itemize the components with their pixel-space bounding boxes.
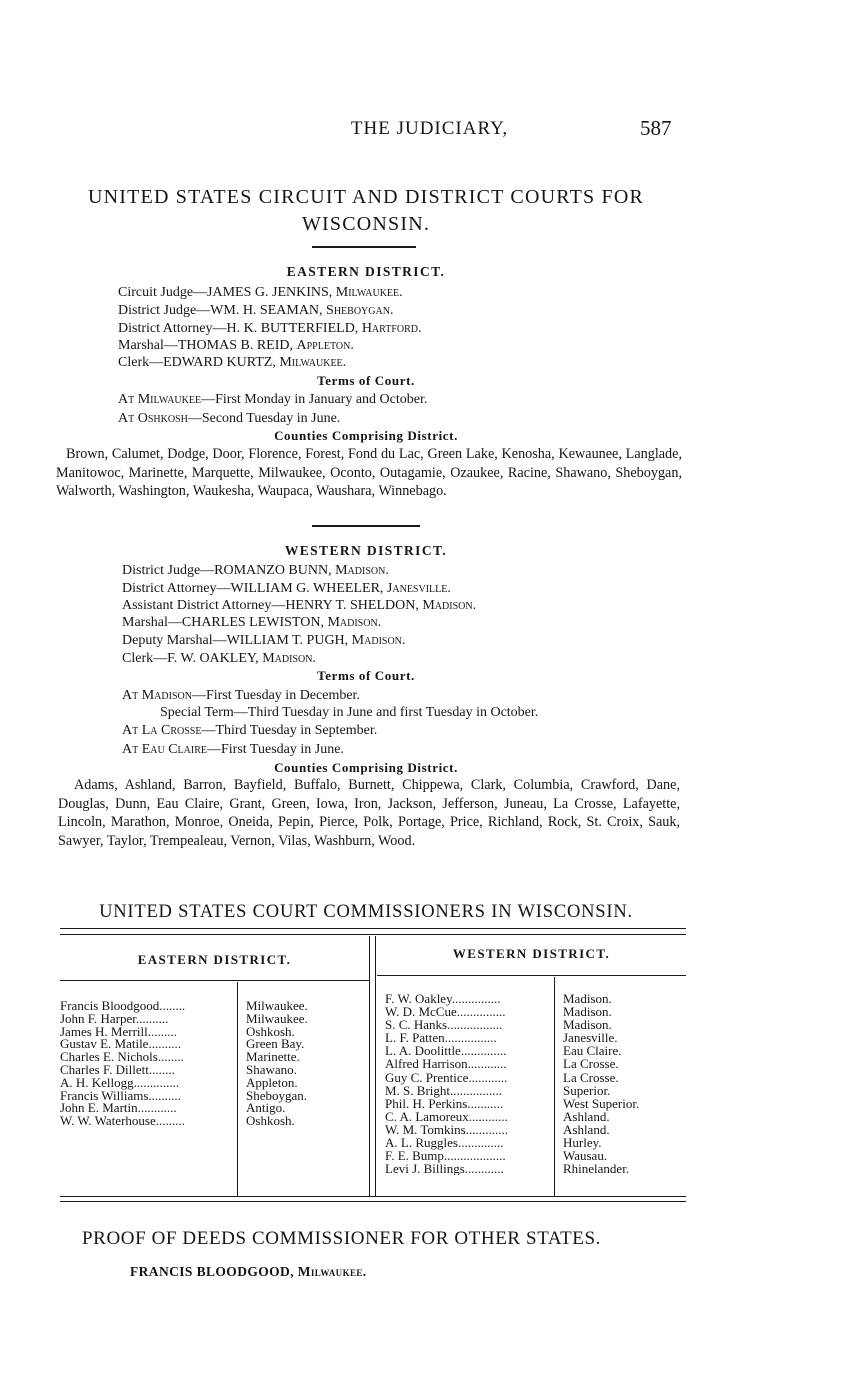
table-column-rule — [554, 977, 555, 1196]
eastern-officer: Marshal—THOMAS B. REID, Appleton. — [118, 338, 354, 353]
commissioner-place: Shawano. — [246, 1061, 297, 1077]
western-term: Special Term—Third Tuesday in June and first Tuesday in October. — [160, 705, 539, 720]
western-term: At La Crosse—Third Tuesday in September. — [122, 723, 378, 738]
commissioner-place: Superior. — [563, 1082, 611, 1098]
proof-title: PROOF OF DEEDS COMMISSIONER FOR OTHER STATES. — [82, 1228, 602, 1249]
section-title-line2: WISCONSIN. — [301, 213, 431, 235]
table-divider — [375, 936, 376, 1196]
section-title — [60, 184, 672, 238]
commissioner-name: W. W. Waterhouse......... — [60, 1113, 185, 1128]
western-heading-rule — [377, 975, 686, 976]
western-term: At Madison—First Tuesday in December. — [122, 688, 360, 703]
western-names-column — [385, 992, 551, 1175]
commissioner-place: West Superior. — [563, 1095, 640, 1111]
eastern-places-column — [246, 1000, 366, 1128]
eastern-heading: EASTERN DISTRICT. — [286, 264, 446, 279]
table-divider — [369, 936, 370, 1196]
commissioner-place: La Crosse. — [563, 1069, 619, 1085]
running-head: THE JUDICIARY, — [350, 118, 509, 139]
commissioner-name: Charles F. Dillett........ — [60, 1061, 175, 1077]
commissioner-name: Phil. H. Perkins........... — [385, 1095, 504, 1111]
commissioner-place: Ashland. — [563, 1108, 610, 1124]
eastern-heading-rule — [60, 980, 369, 981]
table-rule-bottom — [60, 1196, 686, 1197]
table-rule-top — [60, 934, 686, 935]
commissioner-name: M. S. Bright................ — [385, 1082, 503, 1098]
commissioner-name: James H. Merrill......... — [60, 1023, 177, 1039]
commissioner-place: Milwaukee. — [246, 1010, 308, 1026]
commissioner-place: Antigo. — [246, 1100, 286, 1116]
eastern-counties: Brown, Calumet, Dodge, Door, Florence, Forest, Fond du Lac, Green Lake, Kenosha, Kewaunee, Langlade, Manitowoc, Marinette, Marquette, Milwaukee, Oconto, Outagamie, Ozaukee, Racine, Shawano, Sheboygan, Walworth, Washington, Waukesha, Waupaca, Waushara, Winnebago. — [56, 446, 682, 499]
commissioner-name: W. M. Tomkins............. — [385, 1121, 508, 1137]
commissioner-name: Francis Williams.......... — [60, 1087, 181, 1103]
commissioner-name: Charles E. Nichols........ — [60, 1049, 184, 1065]
eastern-term: At Milwaukee—First Monday in January and October. — [118, 392, 428, 407]
commissioner-place: Madison. — [563, 1004, 612, 1020]
commissioner-place: Oshkosh. — [246, 1023, 295, 1039]
commissioner-name: Francis Bloodgood........ — [60, 1000, 186, 1013]
western-officer: District Judge—ROMANZO BUNN, Madison. — [122, 563, 389, 578]
commissioner-place: Green Bay. — [246, 1036, 305, 1052]
district-rule — [312, 525, 420, 527]
commissioner-name: John F. Harper.......... — [60, 1010, 169, 1026]
commissioner-place: Marinette. — [246, 1049, 300, 1065]
table-rule-bottom — [60, 1201, 686, 1202]
eastern-names-column — [60, 1000, 235, 1128]
eastern-officer: Clerk—EDWARD KURTZ, Milwaukee. — [118, 355, 347, 370]
commissioner-place: Milwaukee. — [246, 998, 308, 1013]
commissioner-name: John E. Martin............ — [60, 1100, 177, 1116]
eastern-officer: Circuit Judge—JAMES G. JENKINS, Milwaukee. — [118, 285, 403, 300]
commissioner-name: W. D. McCue............... — [385, 1004, 506, 1020]
commissioner-place: Hurley. — [563, 1135, 602, 1151]
eastern-officer: District Attorney—H. K. BUTTERFIELD, Hartford. — [118, 321, 422, 336]
commissioner-place: Madison. — [563, 991, 612, 1006]
eastern-counties-heading: Counties Comprising District. — [274, 428, 458, 443]
commissioner-name: A. L. Ruggles.............. — [385, 1135, 504, 1151]
commissioner-place: Madison. — [563, 1017, 612, 1033]
commissioner-place: Wausau. — [563, 1148, 608, 1164]
commissioner-place: Oshkosh. — [246, 1113, 295, 1129]
eastern-column-heading: EASTERN DISTRICT. — [137, 952, 292, 967]
commissioner-place: Appleton. — [246, 1074, 298, 1090]
western-officer: District Attorney—WILLIAM G. WHEELER, Janesville. — [122, 581, 451, 596]
commissioner-name: L. F. Patten................ — [385, 1030, 497, 1046]
commissioner-name: Gustav E. Matile.......... — [60, 1036, 181, 1052]
western-officer: Marshal—CHARLES LEWISTON, Madison. — [122, 615, 382, 630]
eastern-terms-heading: Terms of Court. — [317, 373, 415, 388]
commissioner-place: Ashland. — [563, 1121, 610, 1137]
western-officer: Assistant District Attorney—HENRY T. SHELDON, Madison. — [122, 598, 477, 613]
western-officer: Deputy Marshal—WILLIAM T. PUGH, Madison. — [122, 633, 406, 648]
eastern-term: At Oshkosh—Second Tuesday in June. — [118, 411, 341, 426]
commissioner-name: S. C. Hanks................. — [385, 1017, 503, 1033]
western-terms-heading: Terms of Court. — [317, 668, 415, 683]
title-rule — [312, 246, 416, 248]
western-column-heading: WESTERN DISTRICT. — [452, 946, 611, 961]
commissioner-name: F. E. Bump................... — [385, 1148, 506, 1164]
page-number: 587 — [640, 116, 672, 140]
commissioner-place: Eau Claire. — [563, 1043, 622, 1059]
eastern-officer: District Judge—WM. H. SEAMAN, Sheboygan. — [118, 303, 394, 318]
commissioner-name: Alfred Harrison............ — [385, 1056, 507, 1072]
commissioner-name: A. H. Kellogg.............. — [60, 1074, 180, 1090]
commissioner-place: Janesville. — [563, 1030, 618, 1046]
commissioner-place: La Crosse. — [563, 1056, 619, 1072]
commissioner-place: Sheboygan. — [246, 1087, 308, 1103]
western-counties-heading: Counties Comprising District. — [274, 760, 458, 775]
commissioner-name: Levi J. Billings............ — [385, 1161, 504, 1176]
commissioner-place: Rhinelander. — [563, 1161, 630, 1177]
commissioner-name: C. A. Lamoreux............ — [385, 1108, 508, 1124]
western-heading: WESTERN DISTRICT. — [284, 543, 448, 558]
commissioner-name: Guy C. Prentice............ — [385, 1069, 508, 1085]
commissioner-name: F. W. Oakley............... — [385, 992, 501, 1006]
table-rule-top — [60, 928, 686, 929]
western-term: At Eau Claire—First Tuesday in June. — [122, 742, 344, 757]
section-title-line1: UNITED STATES CIRCUIT AND DISTRICT COURTS FOR — [87, 186, 645, 208]
commissioner-name: L. A. Doolittle.............. — [385, 1043, 507, 1059]
table-column-rule — [237, 982, 238, 1196]
proof-commissioner: FRANCIS BLOODGOOD, Milwaukee. — [130, 1264, 367, 1279]
western-places-column — [563, 992, 683, 1175]
commissioners-title: UNITED STATES COURT COMMISSIONERS IN WISCONSIN. — [99, 902, 633, 922]
western-officer: Clerk—F. W. OAKLEY, Madison. — [122, 651, 316, 666]
western-counties: Adams, Ashland, Barron, Bayfield, Buffalo, Burnett, Chippewa, Clark, Columbia, Crawford, Dane, Douglas, Dunn, Eau Claire, Grant, Green, Iowa, Iron, Jackson, Jefferson, Juneau, La Crosse, Lafayette, Lincoln, Marathon, Monroe, Oneida, Pepin, Pierce, Polk, Portage, Price, Richland, Rock, St. Croix, Sauk, Sawyer, Taylor, Trempealeau, Vernon, Vilas, Washburn, Wood. — [58, 777, 680, 849]
